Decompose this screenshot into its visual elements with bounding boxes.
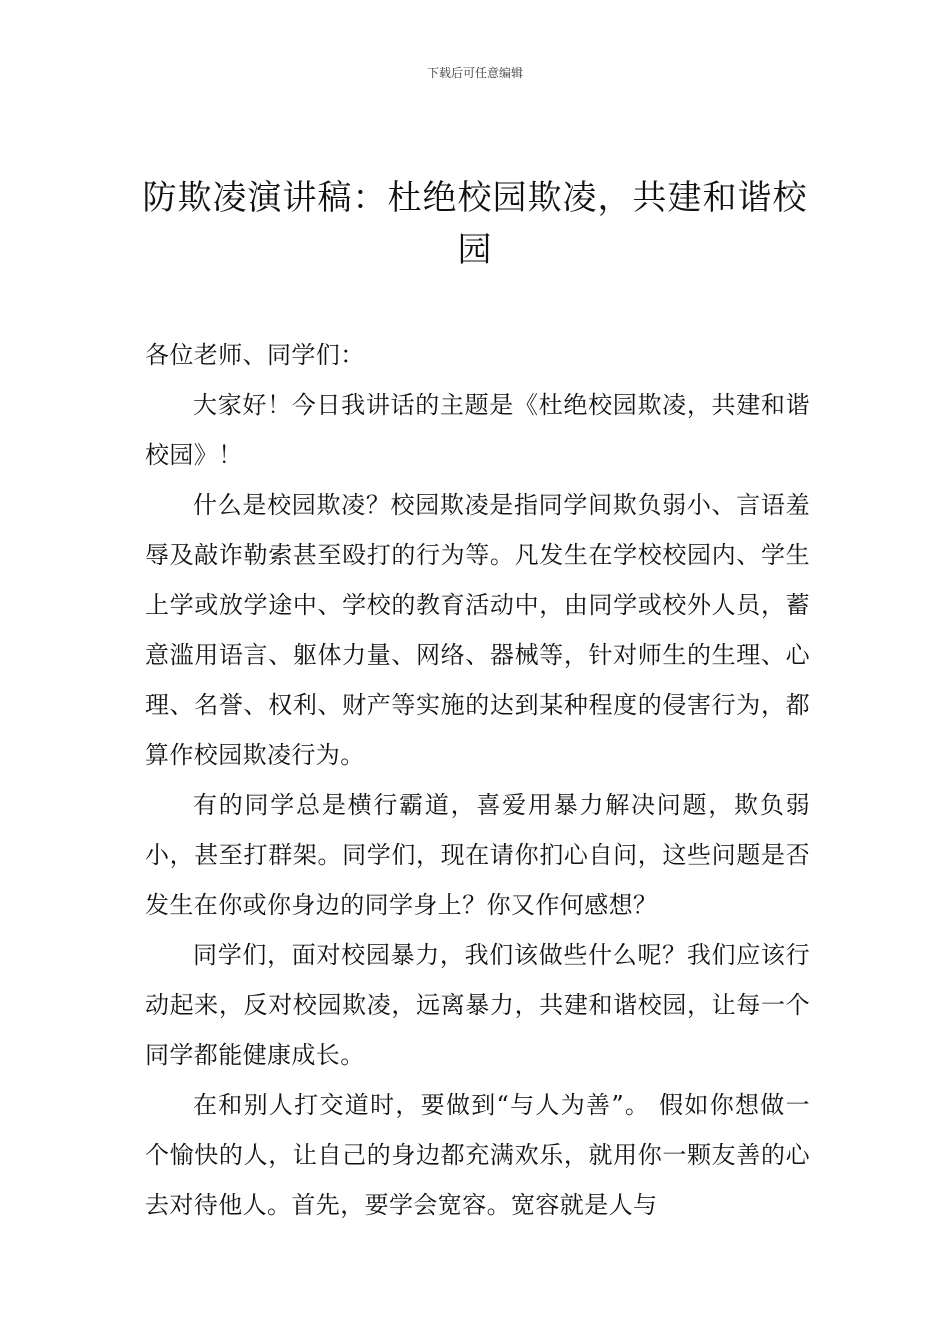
page-header-note: 下载后可任意编辑	[426, 66, 523, 80]
paragraph-greeting: 大家好！今日我讲话的主题是《杜绝校园欺凌，共建和谐校园》！	[145, 391, 810, 469]
document-title: 防欺凌演讲稿：杜绝校园欺凌，共建和谐校园	[142, 178, 808, 270]
paragraph-call-to-action: 同学们，面对校园暴力，我们该做些什么呢？我们应该行动起来，反对校园欺凌，远离暴力，共建和谐校园，让每一个同学都能健康成长。	[145, 941, 810, 1069]
salutation: 各位老师、同学们：	[145, 341, 365, 369]
document-body	[145, 330, 810, 1230]
paragraph-kindness: 在和别人打交道时，要做到“与人为善”。 假如你想做一个愉快的人，让自己的身边都充满欢乐，就用你一颗友善的心去对待他人。首先，要学会宽容。宽容就是人与	[145, 1091, 810, 1219]
paragraph-definition: 什么是校园欺凌？校园欺凌是指同学间欺负弱小、言语羞辱及敲诈勒索甚至殴打的行为等。凡发生在学校校园内、学生上学或放学途中、学校的教育活动中，由同学或校外人员，蓄意滥用语言、躯体力量、网络、器械等，针对师生的生理、心理、名誉、权利、财产等实施的达到某种程度的侵害行为，都算作校园欺凌行为。	[145, 491, 810, 769]
paragraph-behavior: 有的同学总是横行霸道，喜爱用暴力解决问题，欺负弱小，甚至打群架。同学们，现在请你扪心自问，这些问题是否发生在你或你身边的同学身上？你又作何感想？	[145, 791, 810, 919]
